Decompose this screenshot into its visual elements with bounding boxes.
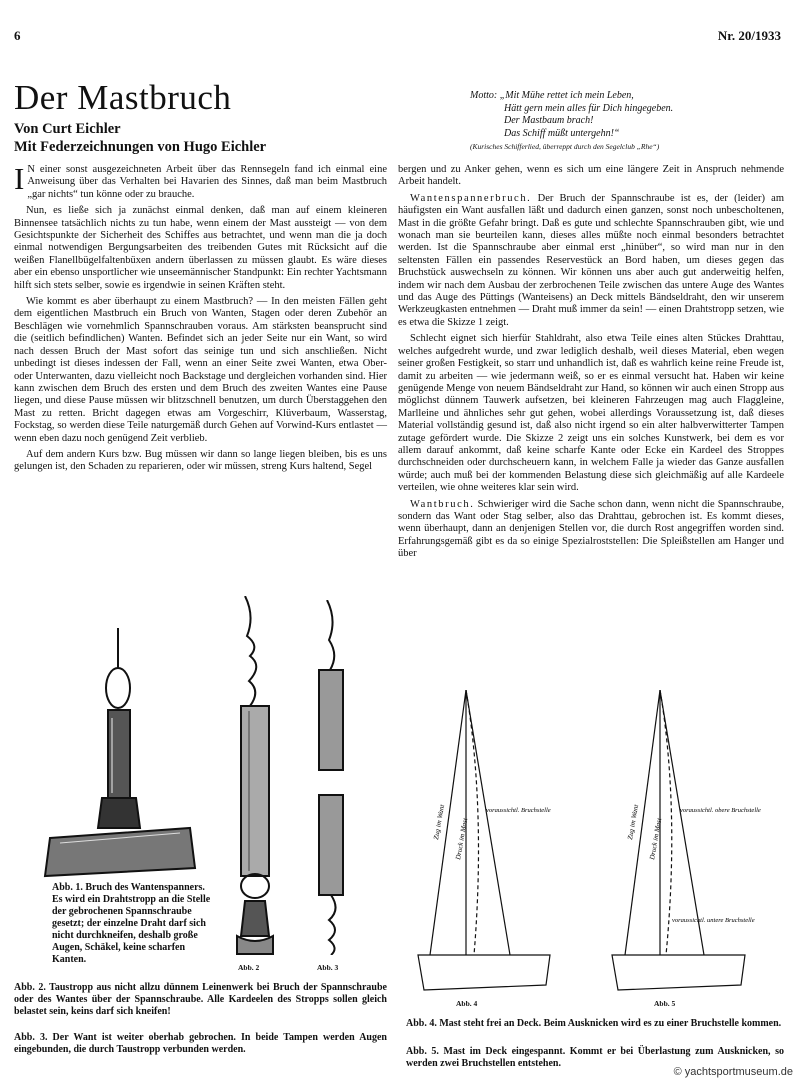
sketch-label: Druck im Mast [454, 817, 470, 861]
motto-line: Hätt gern mein alles für Dich hingegeben. [504, 102, 674, 114]
section-heading: Wantbruch. [410, 498, 475, 510]
figure-caption: Abb. 5. Mast im Deck eingespannt. Kommt er bei Überlastung zum Ausknicken, so werden zwei Bruchstellen entstehen. [406, 1046, 784, 1069]
broken-wire-sketch [305, 600, 355, 955]
page-number: 6 [14, 28, 21, 43]
sketch-label: Zug im Want [626, 803, 641, 841]
issue-number: Nr. 20/1933 [717, 28, 781, 43]
paragraph: Nun, es ließe sich ja zunächst einmal denken, daß man auf einem kleineren Binnensee tatsächlich nichts zu tun habe, wenn einem der Mast aussteigt — von dem Gesichtspunkte der Sicherheit des Schiffes aus betrachtet, und wenn man die ja doch einmal notwendigen Bergungsarbeiten des treibenden Gutes mit Rücksicht auf die weißen Flanellbügelfaltenbüxen andern überlassen zu müssen glaubt. Es wäre dieses aber ein ebenso unsportlicher wie unseemännischer Standpunkt: Ein rechter Yachtsmann hilft sich stets selber, sowie es irgendwie in seinen Kräften steht. [14, 205, 387, 291]
left-column [14, 161, 387, 478]
drop-cap: I [14, 161, 25, 196]
motto-line: Motto: „Mit Mühe rettet ich mein Leben, [470, 90, 634, 101]
sketch-label: Druck im Mast [648, 817, 664, 861]
watermark: © yachtsportmuseum.de [673, 1066, 793, 1078]
motto [470, 90, 780, 154]
paragraph: Schwieriger wird die Sache schon dann, wenn nicht die Spannschraube, sondern das Want oder Stag selber, also das Drahttau, gebrochen ist. Es kommt dieses, wenn überhaupt, dann an denjenigen Stellen vor, die durch Rost angegriffen worden sind. Erfahrungsgemäß gibt es da so einige Spezialroststellen: Die Spleißstellen am Hanger und über [398, 498, 784, 560]
figure-caption: Abb. 3. Der Want ist weiter oberhab gebrochen. In beide Tampen werden Augen eingebunden, die durch Taustropp verbunden werden. [14, 1032, 387, 1055]
motto-line: Der Mastbaum brach! [504, 115, 594, 126]
sketch-label: voraussichtl. untere Bruchstelle [672, 917, 755, 924]
motto-line: Das Schiff müßt untergehn!“ [504, 127, 620, 139]
paragraph: N einer sonst ausgezeichneten Arbeit über das Rennsegeln fand ich einmal eine Anweisung über das Verhalten bei Havarien des Sinnes, daß man beim Mastbruch „gar nichts“ tun könne oder zu brauche. [27, 164, 387, 200]
figure-label: Abb. 3 [317, 963, 339, 972]
illustrator-line: Mit Federzeichnungen von Hugo Eichler [14, 139, 267, 155]
figure-caption: Abb. 2. Taustropp aus nicht allzu dünnem Leinenwerk bei Bruch der Spannschraube oder des Wantes über der Spannschraube. Alle Kardeelen des Stropps sollen gleich belastet sein, keins darf sich kneifen! [14, 982, 387, 1017]
paragraph: Wie kommt es aber überhaupt zu einem Mastbruch? — In den meisten Fällen geht dem eigentlichen Mastbruch ein Bruch von Wanten, Stagen oder deren Zubehör an Beschlägen wie vornehmlich Spannschrauben voraus. Am stärksten beansprucht sind die (seitlich befindlichen) Wanten. Befindet sich an jeder Seite nur ein Want, so wird nach dessen Bruch der Mast sofort das seinige tun und sich anschließen. Nicht unbedingt ist dieses indessen der Fall, wenn an einer Seite zwei Wanten, etwa Ober- oder Unterwanten, dazu vielleicht noch Backstage und dergleichen vorhanden sind. Hier kann zwischen dem Bruch des ersten und dem Bruch des zweiten Wantes eine Pause liegen, und diese Pause müssen wir blitzschnell benutzen, um durch Überstaggehen den Mast zu retten. Bricht dagegen etwas am Vorgeschirr, Klüverbaum, Wasserstag, Fockstag, so werden diese Teile naturgemäß durch Gehen auf Vorwind-Kurs entlastet — wenn eben dazu noch genügend Zeit verblieb. [14, 296, 387, 444]
figure-label: Abb. 4 [456, 999, 478, 1008]
figure-label: Abb. 5 [654, 999, 676, 1008]
section-heading: Wantenspannerbruch. [410, 192, 532, 204]
figure-label: Abb. 2 [238, 963, 260, 972]
figure-caption: Abb. 1. Bruch des Wantenspanners. Es wird ein Drahtstropp an die Stelle der gebrochenen Spannschraube gesetzt; der einzelne Draht darf sich nicht durchkneifen, deshalb große Augen, Schäkel, keine scharfen Kanten. [52, 882, 211, 965]
article-title: Der Mastbruch [14, 78, 232, 117]
sketch-label: voraussichtl. obere Bruchstelle [680, 807, 761, 814]
author-line: Von Curt Eichler [14, 121, 121, 137]
right-column [398, 164, 784, 565]
sketch-label: voraussichtl. Bruchstelle [486, 807, 551, 814]
figure-caption: Abb. 4. Mast steht frei an Deck. Beim Ausknicken wird es zu einer Bruchstelle kommen. [406, 1018, 782, 1029]
turnbuckle-sketch [40, 628, 200, 878]
paragraph: Der Bruch der Spannschraube ist es, der (leider) am häufigsten ein Want ausfallen läßt und dadurch einen ganzen, sonst noch unbescholtenen, Mast in die größte Gefahr bringt. Daß es gute und schlechte Spannschrauben gibt, wie und wonach man sie beurteilen kann, dieses alles müßte noch einmal besonders betrachtet werden. Ist die Spannschraube aber einmal erst „hinüber“, so wird man nur in den seltensten Fällen ein passendes Reservestück an Bord haben, um dieses gegen das Bruchstück auswechseln zu können. Wir können uns aber auch gut anderweitig helfen, indem wir nach dem Ausbau der zerbrochenen Teile zwischen das untere Auge des Wantes und das Auge des Püttings (Wanteisens) an Deck mittels Bändseldraht, den wir unserem Werkzeugkasten entnehmen — Draht muß immer da sein! — einen Drahtstropp setzen, wie es etwa die Skizze 1 zeigt. [398, 192, 784, 328]
mast-sketch-4 [400, 690, 590, 1000]
paragraph: Auf dem andern Kurs bzw. Bug müssen wir dann so lange liegen bleiben, bis es uns gelungen ist, den Schaden zu reparieren, oder wir müssen, streng Kurs haltend, Segel [14, 448, 387, 473]
motto-source: (Kurisches Schifferlied, überreppt durch den Segelclub „Rhe“) [470, 142, 660, 151]
sketch-label: Zug im Want [432, 803, 447, 841]
paragraph: bergen und zu Anker gehen, wenn es sich um eine längere Zeit in Anspruch nehmende Arbeit handelt. [398, 164, 784, 188]
mast-sketch-5 [600, 690, 790, 1000]
rope-strop-sketch [225, 596, 285, 956]
paragraph: Schlecht eignet sich hierfür Stahldraht, also etwa Teile eines alten Stückes Drahttau, welches aufgedreht wurde, und zwar lediglich deshalb, weil dieses Material, eben wegen seiner großen Festigkeit, so starr und unhandlich ist, daß es wahrlich keine reine Freude ist, damit zu arbeiten — wie jedermann weiß, so er es einmal versucht hat. Haben wir keine genügende Menge von neuem Bändseldraht zur Hand, so können wir auch einen Stropp aus möglichst dünnem Tauwerk aufsetzen, bei kleineren Fahrzeugen mag auch Flaggleine, Marlleine und ähnliches sehr gut gehen, wobei allerdings Voraussetzung ist, daß dieses Material vollständig gesund ist, daß also nicht irgend so ein alter halbverwitterter Tampen zutage gefördert wurde. Die Skizze 2 zeigt uns ein solches Kunstwerk, bei dem es vor allem darauf ankommt, daß keine scharfe Kante oder Ecke ein Kardeel des Stroppes durchschneiden oder durchscheuern kann, in welchem Falle ja wieder das Ganze ausfallen würde; auch muß bei der kommenden Belastung diese sich gleichmäßig auf alle Kardeele verteilen, wie ohne weiteres klar sein wird. [398, 333, 784, 494]
